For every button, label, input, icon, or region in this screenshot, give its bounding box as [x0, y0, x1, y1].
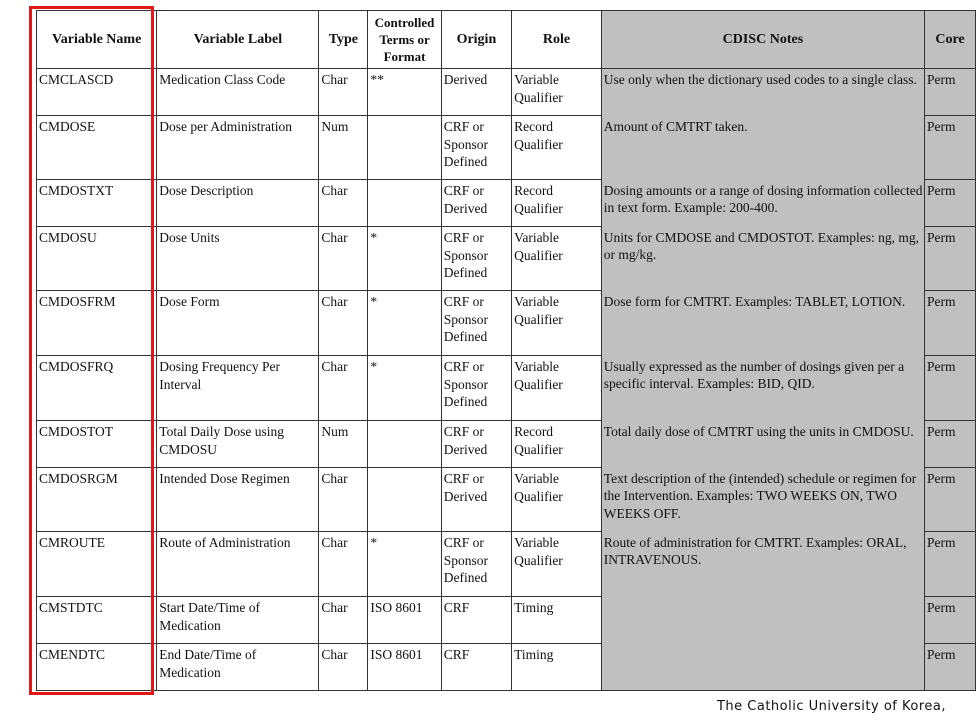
header-cdisc-notes: CDISC Notes — [601, 11, 924, 69]
role-cell: Variable Qualifier — [512, 227, 602, 291]
type-cell: Char — [319, 291, 368, 356]
table-body — [37, 69, 976, 691]
variable-label-cell: Route of Administration — [157, 532, 319, 597]
variable-name-cell: CMDOSE — [37, 116, 157, 180]
variable-label-cell: Dose Form — [157, 291, 319, 356]
header-origin: Origin — [441, 11, 511, 69]
origin-cell: CRF or Derived — [441, 180, 511, 227]
footer-institution: The Catholic University of Korea, — [716, 699, 946, 714]
variable-name-cell: CMDOSRGM — [37, 468, 157, 532]
header-row — [37, 11, 976, 69]
table-row — [37, 227, 976, 291]
origin-cell: CRF or Sponsor Defined — [441, 227, 511, 291]
variable-name-cell: CMSTDTC — [37, 597, 157, 644]
variable-name-cell: CMDOSFRQ — [37, 356, 157, 421]
controlled-terms-cell — [368, 116, 441, 180]
core-cell: Perm — [924, 356, 975, 421]
type-cell: Char — [319, 356, 368, 421]
controlled-terms-cell: * — [368, 356, 441, 421]
table-row — [37, 597, 976, 644]
header-type: Type — [319, 11, 368, 69]
cdisc-notes-cell: Route of administration for CMTRT. Examples: ORAL, INTRAVENOUS. — [601, 532, 924, 597]
table-row — [37, 644, 976, 691]
origin-cell: CRF or Derived — [441, 421, 511, 468]
variable-label-cell: Dose Units — [157, 227, 319, 291]
variable-name-cell: CMCLASCD — [37, 69, 157, 116]
controlled-terms-cell — [368, 468, 441, 532]
core-cell: Perm — [924, 597, 975, 644]
table-row — [37, 116, 976, 180]
variable-name-cell: CMENDTC — [37, 644, 157, 691]
core-cell: Perm — [924, 421, 975, 468]
cdisc-notes-cell: Total daily dose of CMTRT using the units in CMDOSU. — [601, 421, 924, 468]
table-row — [37, 69, 976, 116]
role-cell: Record Qualifier — [512, 421, 602, 468]
role-cell: Variable Qualifier — [512, 69, 602, 116]
variable-name-cell: CMROUTE — [37, 532, 157, 597]
variable-label-cell: Dose Description — [157, 180, 319, 227]
type-cell: Char — [319, 227, 368, 291]
core-cell: Perm — [924, 644, 975, 691]
header-role: Role — [512, 11, 602, 69]
table-row — [37, 468, 976, 532]
variable-name-cell: CMDOSFRM — [37, 291, 157, 356]
cdisc-notes-cell — [601, 644, 924, 691]
core-cell: Perm — [924, 291, 975, 356]
controlled-terms-cell: * — [368, 291, 441, 356]
origin-cell: CRF or Sponsor Defined — [441, 116, 511, 180]
variable-definition-table — [36, 10, 976, 691]
controlled-terms-cell: ISO 8601 — [368, 644, 441, 691]
controlled-terms-cell — [368, 180, 441, 227]
type-cell: Char — [319, 468, 368, 532]
cdisc-notes-cell: Use only when the dictionary used codes to a single class. — [601, 69, 924, 116]
table-row — [37, 291, 976, 356]
type-cell: Char — [319, 597, 368, 644]
table-row — [37, 180, 976, 227]
header-controlled-terms: Controlled Terms or Format — [368, 11, 441, 69]
core-cell: Perm — [924, 468, 975, 532]
controlled-terms-cell: ** — [368, 69, 441, 116]
variable-label-cell: End Date/Time of Medication — [157, 644, 319, 691]
cdisc-notes-cell: Units for CMDOSE and CMDOSTOT. Examples: ng, mg, or mg/kg. — [601, 227, 924, 291]
table-row — [37, 532, 976, 597]
core-cell: Perm — [924, 180, 975, 227]
role-cell: Record Qualifier — [512, 116, 602, 180]
type-cell: Char — [319, 532, 368, 597]
table-row — [37, 421, 976, 468]
variable-label-cell: Intended Dose Regimen — [157, 468, 319, 532]
controlled-terms-cell: * — [368, 532, 441, 597]
type-cell: Char — [319, 644, 368, 691]
variable-name-cell: CMDOSTXT — [37, 180, 157, 227]
cdisc-notes-cell: Amount of CMTRT taken. — [601, 116, 924, 180]
cdisc-notes-cell: Usually expressed as the number of dosings given per a specific interval. Examples: BID, QID. — [601, 356, 924, 421]
origin-cell: CRF or Sponsor Defined — [441, 532, 511, 597]
controlled-terms-cell: ISO 8601 — [368, 597, 441, 644]
core-cell: Perm — [924, 227, 975, 291]
origin-cell: CRF — [441, 644, 511, 691]
origin-cell: CRF or Derived — [441, 468, 511, 532]
role-cell: Variable Qualifier — [512, 291, 602, 356]
type-cell: Char — [319, 180, 368, 227]
type-cell: Num — [319, 116, 368, 180]
origin-cell: Derived — [441, 69, 511, 116]
controlled-terms-cell: * — [368, 227, 441, 291]
variable-table-container — [36, 10, 965, 691]
variable-label-cell: Total Daily Dose using CMDOSU — [157, 421, 319, 468]
origin-cell: CRF — [441, 597, 511, 644]
controlled-terms-cell — [368, 421, 441, 468]
header-variable-label: Variable Label — [157, 11, 319, 69]
core-cell: Perm — [924, 116, 975, 180]
type-cell: Num — [319, 421, 368, 468]
core-cell: Perm — [924, 69, 975, 116]
role-cell: Timing — [512, 644, 602, 691]
role-cell: Variable Qualifier — [512, 468, 602, 532]
variable-name-cell: CMDOSU — [37, 227, 157, 291]
cdisc-notes-cell: Dose form for CMTRT. Examples: TABLET, LOTION. — [601, 291, 924, 356]
role-cell: Variable Qualifier — [512, 356, 602, 421]
cdisc-notes-cell — [601, 597, 924, 644]
role-cell: Record Qualifier — [512, 180, 602, 227]
type-cell: Char — [319, 69, 368, 116]
role-cell: Variable Qualifier — [512, 532, 602, 597]
header-variable-name: Variable Name — [37, 11, 157, 69]
origin-cell: CRF or Sponsor Defined — [441, 356, 511, 421]
cdisc-notes-cell: Dosing amounts or a range of dosing information collected in text form. Example: 200-400. — [601, 180, 924, 227]
cdisc-notes-cell: Text description of the (intended) schedule or regimen for the Intervention. Examples: TWO WEEKS ON, TWO WEEKS OFF. — [601, 468, 924, 532]
role-cell: Timing — [512, 597, 602, 644]
origin-cell: CRF or Sponsor Defined — [441, 291, 511, 356]
variable-label-cell: Start Date/Time of Medication — [157, 597, 319, 644]
header-core: Core — [924, 11, 975, 69]
variable-name-cell: CMDOSTOT — [37, 421, 157, 468]
variable-label-cell: Dose per Administration — [157, 116, 319, 180]
core-cell: Perm — [924, 532, 975, 597]
variable-label-cell: Dosing Frequency Per Interval — [157, 356, 319, 421]
table-row — [37, 356, 976, 421]
variable-label-cell: Medication Class Code — [157, 69, 319, 116]
